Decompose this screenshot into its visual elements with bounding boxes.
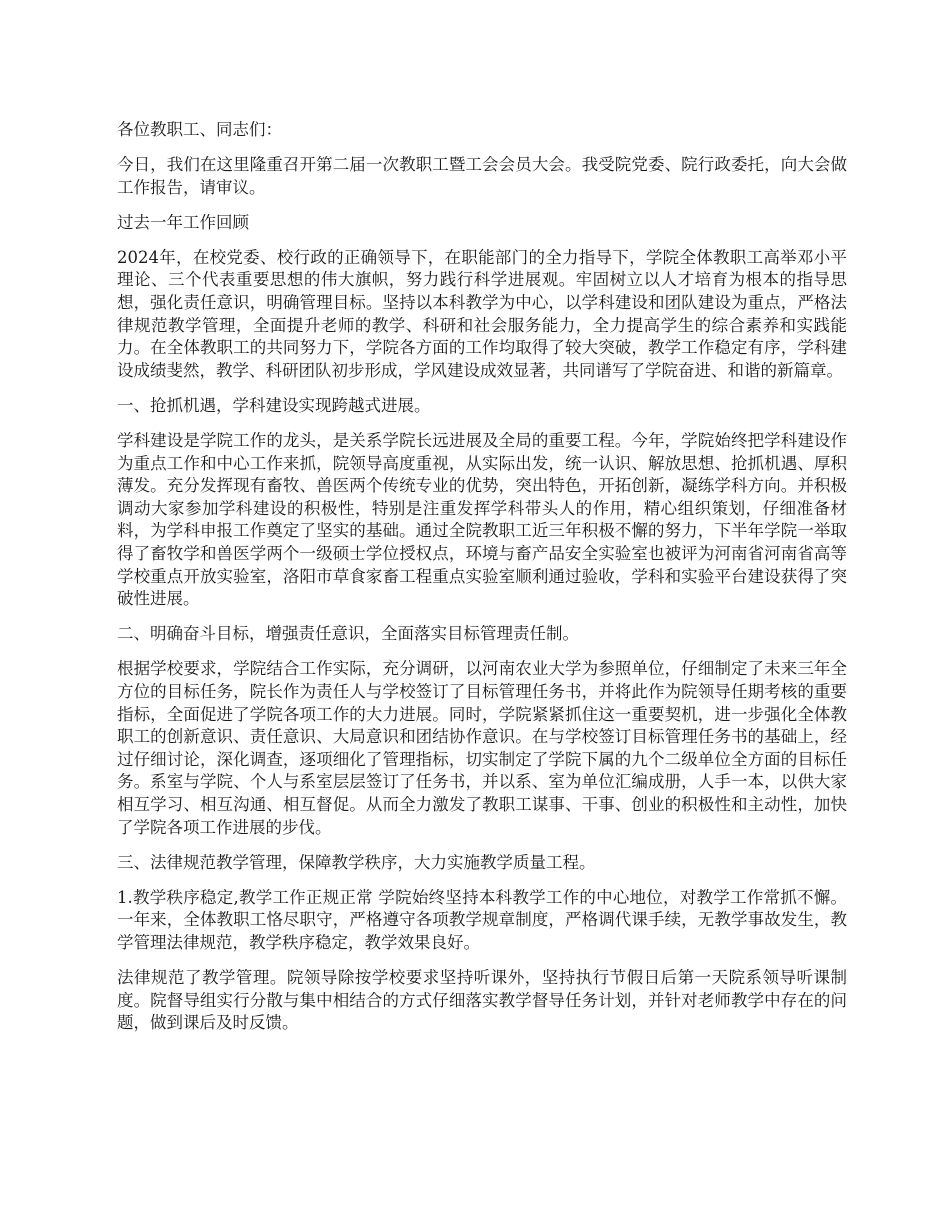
section-heading-review: 过去一年工作回顾 (117, 212, 249, 232)
salutation: 各位教职工、同志们： (117, 120, 282, 139)
section-heading-1: 一、抢抓机遇，学科建设实现跨越式进展。 (117, 395, 431, 415)
document-body (117, 119, 847, 1047)
teaching-management-paragraph: 法律规范了教学管理。院领导除按学校要求坚持听课外，坚持执行节假日后第一天院系领导听课制度。院督导组实行分散与集中相结合的方式仔细落实教学督导任务计划，并针对老师教学中存在的问题，做到课后及时反馈。 (117, 968, 847, 1033)
intro-paragraph: 今日，我们在这里隆重召开第二届一次教职工暨工会会员大会。我受院党委、院行政委托，向大会做工作报告，请审议。 (117, 155, 847, 197)
section-heading-2: 二、明确奋斗目标，增强责任意识，全面落实目标管理责任制。 (117, 624, 579, 644)
goals-paragraph: 根据学校要求，学院结合工作实际，充分调研，以河南农业大学为参照单位，仔细制定了未来三年全方位的目标任务，院长作为责任人与学校签订了目标管理任务书，并将此作为院领导任期考核的重要指标，全面促进了学院各项工作的大力进展。同时，学院紧紧抓住这一重要契机，进一步强化全体教职工的创新意识、责任意识、大局意识和团结协作意识。在与学校签订目标管理任务书的基础上，经过仔细讨论，深化调查，逐项细化了管理指标，切实制定了学院下属的九个二级单位全方面的目标任务。系室与学院、个人与系室层层签订了任务书，并以系、室为单位汇编成册，人手一本，以供大家相互学习、相互沟通、相互督促。从而全力激发了教职工谋事、干事、创业的积极性和主动性，加快了学院各项工作进展的步伐。 (117, 659, 847, 837)
teaching-order-paragraph: 1.教学秩序稳定,教学工作正规正常 学院始终坚持本科教学工作的中心地位，对教学工作常抓不懈。一年来，全体教职工恪尽职守，严格遵守各项教学规章制度，严格调代课手续，无教学事故发生，教学管理法律规范，教学秩序稳定，教学效果良好。 (117, 887, 847, 952)
section-heading-3: 三、法律规范教学管理，保障教学秩序，大力实施教学质量工程。 (117, 852, 596, 872)
overview-paragraph: 2024年，在校党委、校行政的正确领导下，在职能部门的全力指导下，学院全体教职工高举邓小平理论、三个代表重要思想的伟大旗帜，努力践行科学进展观。牢固树立以人才培育为根本的指导思想，强化责任意识，明确管理目标。坚持以本科教学为中心，以学科建设和团队建设为重点，严格法律规范教学管理，全面提升老师的教学、科研和社会服务能力，全力提高学生的综合素养和实践能力。在全体教职工的共同努力下，学院各方面的工作均取得了较大突破，教学工作稳定有序，学科建设成绩斐然，教学、科研团队初步形成，学风建设成效显著，共同谱写了学院奋进、和谐的新篇章。 (117, 247, 847, 380)
discipline-paragraph: 学科建设是学院工作的龙头，是关系学院长远进展及全局的重要工程。今年，学院始终把学科建设作为重点工作和中心工作来抓，院领导高度重视，从实际出发，统一认识、解放思想、抢抓机遇、厚积薄发。充分发挥现有畜牧、兽医两个传统专业的优势，突出特色，开拓创新，凝练学科方向。并积极调动大家参加学科建设的积极性，特别是注重发挥学科带头人的作用，精心组织策划，仔细准备材料，为学科申报工作奠定了坚实的基础。通过全院教职工近三年积极不懈的努力，下半年学院一举取得了畜牧学和兽医学两个一级硕士学位授权点，环境与畜产品安全实验室也被评为河南省河南省高等学校重点开放实验室，洛阳市草食家畜工程重点实验室顺利通过验收，学科和实验平台建设获得了突破性进展。 (117, 431, 847, 609)
